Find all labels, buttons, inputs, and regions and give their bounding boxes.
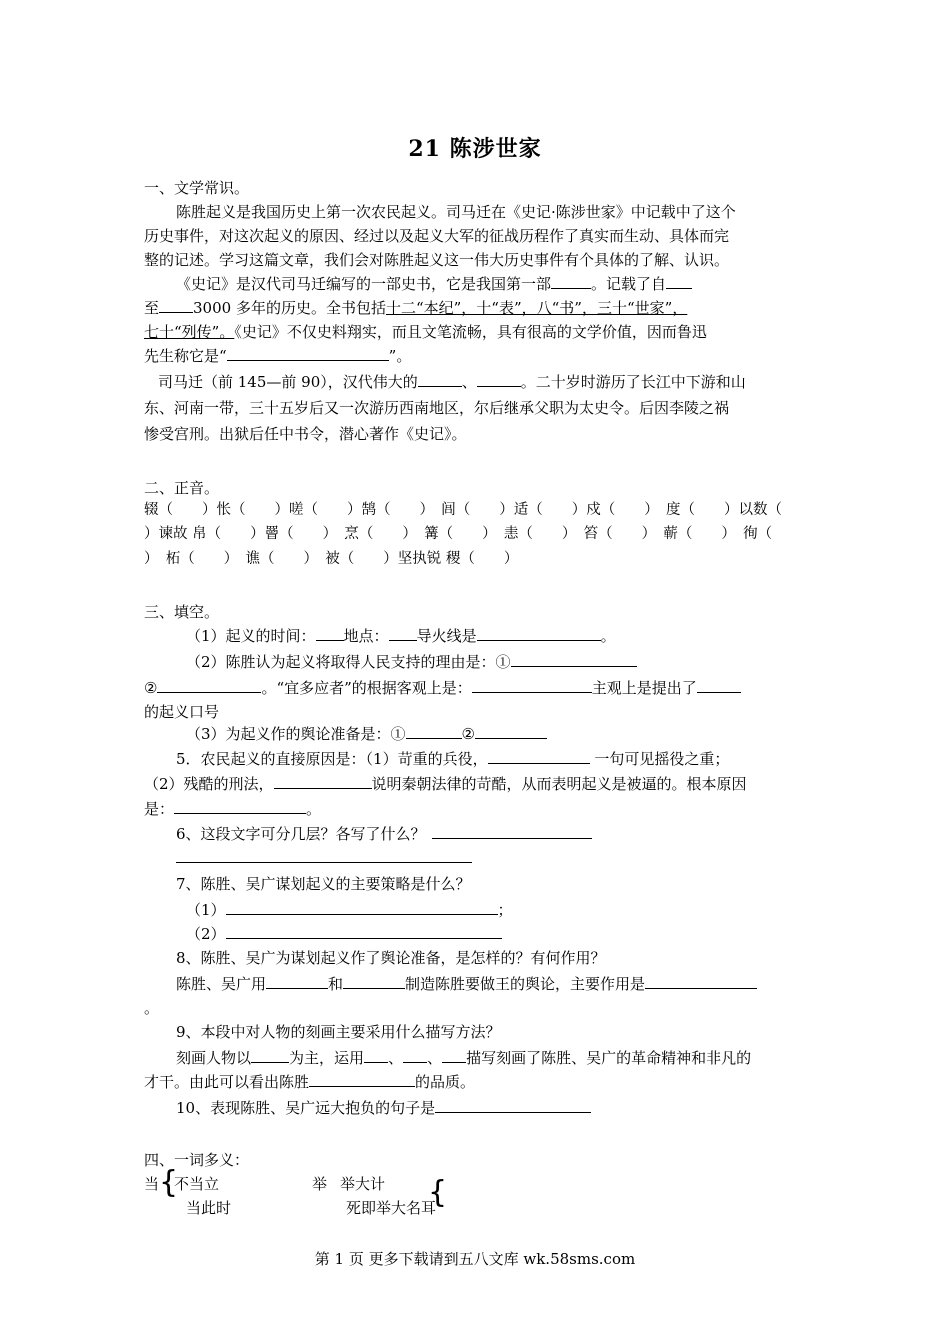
question-10: 10、表现陈胜、吴广远大抱负的句子是 bbox=[176, 1096, 591, 1120]
paragraph-line: 历史事件，对这次起义的原因、经过以及起义大军的征战历程作了真实而生动、具体而完 bbox=[144, 227, 730, 245]
page-title: 21 陈涉世家 bbox=[408, 136, 542, 162]
blank-field[interactable] bbox=[316, 624, 344, 641]
blank-field[interactable] bbox=[274, 772, 372, 789]
polysemy-example: 当此时 bbox=[186, 1199, 232, 1217]
polysemy-example: 死即举大名耳 bbox=[346, 1199, 437, 1217]
paragraph-line: 陈胜起义是我国历史上第一次农民起义。司马迁在《史记·陈涉世家》中记载中了这个 bbox=[176, 203, 736, 221]
blank-field[interactable] bbox=[251, 1046, 289, 1063]
blank-field[interactable] bbox=[511, 650, 637, 667]
blank-field[interactable] bbox=[364, 1046, 388, 1063]
blank-field[interactable] bbox=[403, 1046, 427, 1063]
polysemy-word: 举 bbox=[312, 1175, 328, 1193]
blank-field[interactable] bbox=[418, 370, 462, 387]
paragraph-line: 《史记》是汉代司马迁编写的一部史书，它是我国第一部 。记载了自 bbox=[176, 272, 692, 296]
question-2-continued: ② 。“宜多应者”的根据客观上是： 主观上是提出了 bbox=[144, 676, 741, 700]
blank-field[interactable] bbox=[697, 676, 741, 693]
blank-field[interactable] bbox=[226, 922, 502, 939]
paragraph-line: 先生称它是“ ”。 bbox=[144, 344, 411, 368]
blank-field[interactable] bbox=[477, 370, 521, 387]
section-3-heading: 三、填空。 bbox=[144, 603, 220, 621]
blank-field[interactable] bbox=[406, 722, 462, 739]
question-7-answer-2: （2） bbox=[186, 922, 502, 946]
polysemy-word: 当 bbox=[144, 1175, 160, 1193]
blank-field[interactable] bbox=[666, 272, 692, 289]
question-1: （1）起义的时间： 地点： 导火线是 。 bbox=[186, 624, 616, 648]
question-8-answer: 陈胜、吴广用 和 制造陈胜要做王的舆论，主要作用是 bbox=[176, 972, 757, 996]
question-9-continued: 才干。由此可以看出陈胜 的品质。 bbox=[144, 1070, 475, 1094]
blank-field[interactable] bbox=[157, 676, 261, 693]
question-2-end: 的起义口号 bbox=[144, 703, 220, 721]
question-7: 7、陈胜、吴广谋划起义的主要策略是什么？ bbox=[176, 875, 471, 893]
pronunciation-line: ） 柘（ ） 谯（ ） 被（ ）坚执锐 稷（ ） bbox=[144, 551, 519, 567]
blank-field[interactable] bbox=[435, 1096, 591, 1113]
pronunciation-line: ）谏故 帛（ ）罾（ ） 烹（ ） 篝（ ） 恚（ ） 笞（ ） 蕲（ ） 徇（ bbox=[144, 526, 773, 542]
question-5-continued: （2）残酷的刑法， 说明秦朝法律的苛酷，从而表明起义是被逼的。根本原因 bbox=[144, 772, 747, 796]
paragraph-line: 整的记述。学习这篇文章，我们会对陈胜起义这一伟大历史事件有个具体的了解、认识。 bbox=[144, 251, 730, 269]
question-6-answer-line bbox=[176, 846, 472, 870]
question-9: 9、本段中对人物的刻画主要采用什么描写方法？ bbox=[176, 1023, 501, 1041]
question-6: 6、这段文字可分几层？各写了什么？ bbox=[176, 822, 592, 846]
blank-field[interactable] bbox=[475, 722, 547, 739]
blank-field[interactable] bbox=[645, 972, 757, 989]
section-2-heading: 二、正音。 bbox=[144, 479, 220, 497]
polysemy-example: 举大计 bbox=[340, 1175, 386, 1193]
pronunciation-line: 辍（ ）怅（ ）嗟（ ）鹄（ ） 闾（ ）适（ ）戍（ ） 度（ ）以数（ bbox=[144, 502, 782, 518]
blank-field[interactable] bbox=[442, 1046, 466, 1063]
blank-field[interactable] bbox=[389, 624, 417, 641]
blank-field[interactable] bbox=[551, 272, 591, 289]
section-4-heading: 四、一词多义： bbox=[144, 1151, 250, 1169]
underlined-text: 十二“本纪”，十“表”，八“书”，三十“世家”， bbox=[385, 299, 688, 317]
blank-field[interactable] bbox=[343, 972, 405, 989]
question-9-answer: 刻画人物以 为主，运用 、 、 描写刻画了陈胜、吴广的革命精神和非凡的 bbox=[176, 1046, 751, 1070]
left-brace-icon: { bbox=[159, 1165, 179, 1200]
paragraph-line: 至 3000 多年的历史。全书包括十二“本纪”，十“表”，八“书”，三十“世家”， bbox=[144, 296, 687, 320]
blank-field[interactable] bbox=[432, 822, 592, 839]
question-3: （3）为起义作的舆论准备是：① ② bbox=[186, 722, 547, 746]
blank-field[interactable] bbox=[488, 747, 590, 764]
question-5-end: 是： 。 bbox=[144, 797, 321, 821]
section-1-heading: 一、文学常识。 bbox=[144, 179, 250, 197]
blank-field[interactable] bbox=[477, 624, 601, 641]
paragraph-line: 司马迁（前 145—前 90），汉代伟大的 、 。二十岁时游历了长江中下游和山 bbox=[158, 370, 746, 394]
blank-field[interactable] bbox=[176, 846, 472, 863]
blank-field[interactable] bbox=[227, 344, 389, 361]
underlined-text: 七十“列传”。 bbox=[144, 323, 235, 341]
question-8: 8、陈胜、吴广为谋划起义作了舆论准备，是怎样的？有何作用？ bbox=[176, 949, 606, 967]
question-7-answer-1: （1） ； bbox=[186, 898, 513, 922]
blank-field[interactable] bbox=[159, 296, 193, 313]
blank-field[interactable] bbox=[309, 1070, 415, 1087]
page-footer: 第 1 页 更多下载请到五八文库 wk.58sms.com bbox=[314, 1250, 636, 1268]
question-2: （2）陈胜认为起义将取得人民支持的理由是：① bbox=[186, 650, 637, 674]
blank-field[interactable] bbox=[472, 676, 592, 693]
paragraph-line: 七十“列传”。《史记》不仅史料翔实，而且文笔流畅，具有很高的文学价值，因而鲁迅 bbox=[144, 323, 707, 341]
blank-field[interactable] bbox=[174, 797, 306, 814]
question-8-end: 。 bbox=[144, 999, 160, 1017]
polysemy-example: 不当立 bbox=[174, 1175, 220, 1193]
blank-field[interactable] bbox=[226, 898, 498, 915]
paragraph-line: 东、河南一带，三十五岁后又一次游历西南地区，尔后继承父职为太史令。后因李陵之祸 bbox=[144, 399, 730, 417]
question-5: 5．农民起义的直接原因是：（1）苛重的兵役， 一句可见摇役之重； bbox=[176, 747, 729, 771]
left-brace-icon: { bbox=[428, 1175, 448, 1210]
blank-field[interactable] bbox=[266, 972, 328, 989]
paragraph-line: 惨受宫刑。出狱后任中书令，潜心著作《史记》。 bbox=[144, 425, 467, 443]
